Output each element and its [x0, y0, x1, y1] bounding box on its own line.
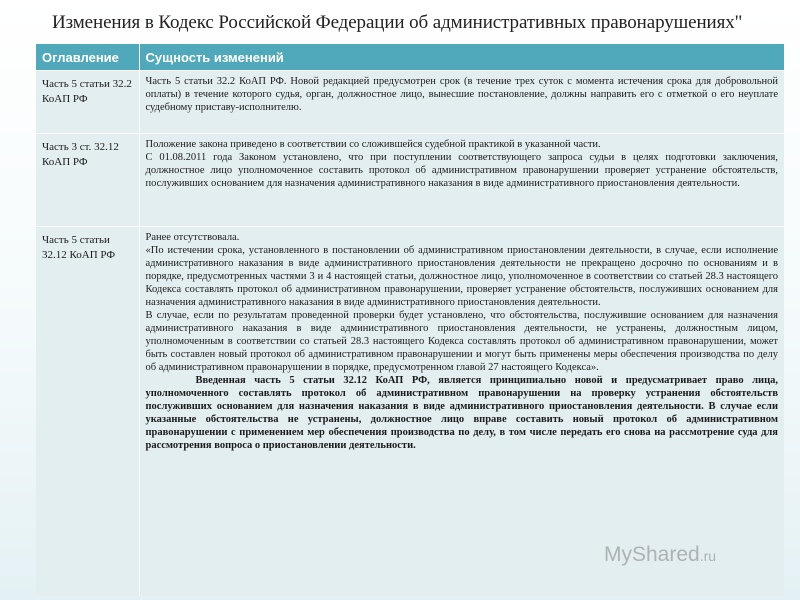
table-row — [36, 227, 784, 597]
row-description — [139, 227, 784, 597]
table-header-row — [36, 44, 784, 71]
row-description — [139, 71, 784, 134]
table-row — [36, 134, 784, 227]
watermark — [604, 543, 716, 567]
paragraph: Положение закона приведено в соответствии со сложившейся судебной практикой в указанной части. — [145, 139, 601, 150]
watermark-tld: .ru — [699, 548, 717, 564]
changes-table — [36, 44, 784, 596]
row-label: Часть 5 статьи 32.2 КоАП РФ — [36, 71, 139, 134]
table-row — [36, 71, 784, 134]
page-title: Изменения в Кодекс Российской Федерации об административных правонарушениях" — [52, 12, 743, 33]
watermark-prefix: My — [604, 543, 632, 566]
paragraph: С 01.08.2011 года Законом установлено, что при поступлении соответствующего запроса судьи в целях подготовки заключения, должностное лицо уполномоченное составить протокол об административном правонарушении проверяет устранение обстоятельств, послуживших основанием для назначения административного наказания в виде административного приостановления деятельности. — [145, 152, 778, 189]
header-essence: Сущность изменений — [139, 44, 784, 71]
paragraph: Ранее отсутствовала. — [145, 232, 240, 243]
paragraph: Часть 5 статьи 32.2 КоАП РФ. Новой редакцией предусмотрен срок (в течение трех суток с момента истечения срока для добровольной оплаты) в течение которого судья, орган, должностное лицо, вынесшие постановление, должны направить его с отметкой о его неуплате судебному приставу-исполнителю. — [145, 76, 778, 113]
row-label: Часть 5 статьи 32.12 КоАП РФ — [36, 227, 139, 597]
watermark-suffix: Shared — [632, 543, 700, 566]
row-description — [139, 134, 784, 227]
changes-table-container — [36, 44, 784, 596]
paragraph: «По истечении срока, установленного в постановлении об административном приостановлении деятельности, в случае, если исполнение административного наказания в виде административного приостановления деятельности не прекращено досрочно по основаниям и в порядке, предусмотренных частями 3 и 4 настоящей статьи, должностное лицо, уполномоченное в соответствии со статьей 28.3 настоящего Кодекса составлять протокол об административном правонарушении, проверяет устранение обстоятельств, послуживших основанием для назначения административного наказания в виде административного приостановления деятельности. — [145, 245, 778, 308]
bold-summary-paragraph: Введенная часть 5 статьи 32.12 КоАП РФ, является принципиально новой и предусматривает право лица, уполномоченного составлять протокол об административном правонарушении на проверку устранения обстоятельств послуживших основанием для назначения наказания в виде административного приостановления деятельности. В случае если указанные обстоятельства не устранены, должностное лицо вправе составить новый протокол об административном правонарушении с применением мер обеспечения производства по делу, в том числе передать его снова на рассмотрение суда для рассмотрения вопроса о приостановлении деятельности. — [145, 375, 778, 451]
row-label: Часть 3 ст. 32.12 КоАП РФ — [36, 134, 139, 227]
paragraph: В случае, если по результатам проведенной проверки будет установлено, что обстоятельства, послужившие основанием для назначения административного наказания в виде административного приостановления деятельности, не устранены, должностным лицом, уполномоченным в соответствии со статьей 28.3 настоящего Кодекса составлять протокол об административном правонарушении, может быть составлен новый протокол об административном правонарушении и могут быть применены меры обеспечения производства по делу об административном правонарушении в порядке, предусмотренном главой 27 настоящего Кодекса». — [145, 310, 778, 373]
header-contents: Оглавление — [36, 44, 139, 71]
